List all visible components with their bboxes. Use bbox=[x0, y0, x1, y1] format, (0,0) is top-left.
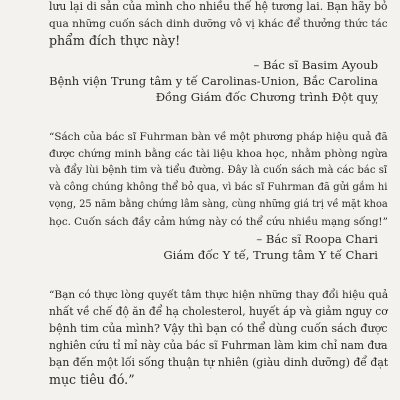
quote2-line-1: “Sách của bác sĩ Fuhrman bàn về một phương pháp hiệu quả đã bbox=[49, 131, 388, 143]
quote2-affiliation-1: Giám đốc Y tế, Trung tâm Y tế Chari bbox=[163, 248, 378, 262]
quote3-line-5: bạn đến một lối sống thuận tự nhiên (giàu dinh dưỡng) để đạt bbox=[49, 356, 389, 369]
quote1-affiliation-1: Bệnh viện Trung tâm y tế Carolinas-Union, Bắc Carolina bbox=[49, 74, 378, 88]
quote2-line-2: được chứng minh bằng các tài liệu khoa học, nhằm phòng ngừa bbox=[49, 148, 388, 160]
quote1-author: – Bác sĩ Basim Ayoub bbox=[253, 58, 378, 72]
quote2-line-4: và công chúng không thể bỏ qua, vì bác sĩ Fuhrman đã gửi gắm hi bbox=[49, 182, 388, 193]
quote1-line-1: lưu lại di sản của mình cho nhiều thế hệ tương lai. Bạn hãy bỏ bbox=[49, 0, 388, 13]
quote2-line-3: và đẩy lùi bệnh tim và tiểu đường. Đây là cuốn sách mà các bác sĩ bbox=[49, 165, 388, 176]
quote1-line-2: qua những cuốn sách dinh dưỡng vô vị khác để thưởng thức tác bbox=[49, 18, 388, 30]
quote1-affiliation-2: Đồng Giám đốc Chương trình Đột quỵ bbox=[155, 90, 378, 104]
quote3-line-2: nhất về chế độ ăn để hạ cholesterol, huyết áp và giảm nguy cơ bbox=[49, 305, 388, 318]
quote3-line-3: bệnh tim của mình? Vậy thì bạn có thể dùng cuốn sách được bbox=[49, 322, 388, 335]
quote3-line-4: nghiên cứu tỉ mỉ này của bác sĩ Fuhrman làm kim chỉ nam đưa bbox=[49, 339, 388, 352]
quote2-author: – Bác sĩ Roopa Chari bbox=[256, 232, 378, 246]
quote1-line-3: phẩm đích thực này! bbox=[49, 33, 181, 48]
quote3-line-1: “Bạn có thực lòng quyết tâm thực hiện những thay đổi hiệu quả bbox=[49, 289, 389, 301]
quote3-line-6: mục tiêu đó.” bbox=[49, 372, 135, 387]
quote2-line-6: học. Cuốn sách đầy cảm hứng này có thể cứu nhiều mạng sống!” bbox=[49, 216, 388, 228]
quote2-line-5: vọng, 25 năm bằng chứng lâm sàng, cùng những giá trị về mặt khoa bbox=[49, 199, 388, 210]
